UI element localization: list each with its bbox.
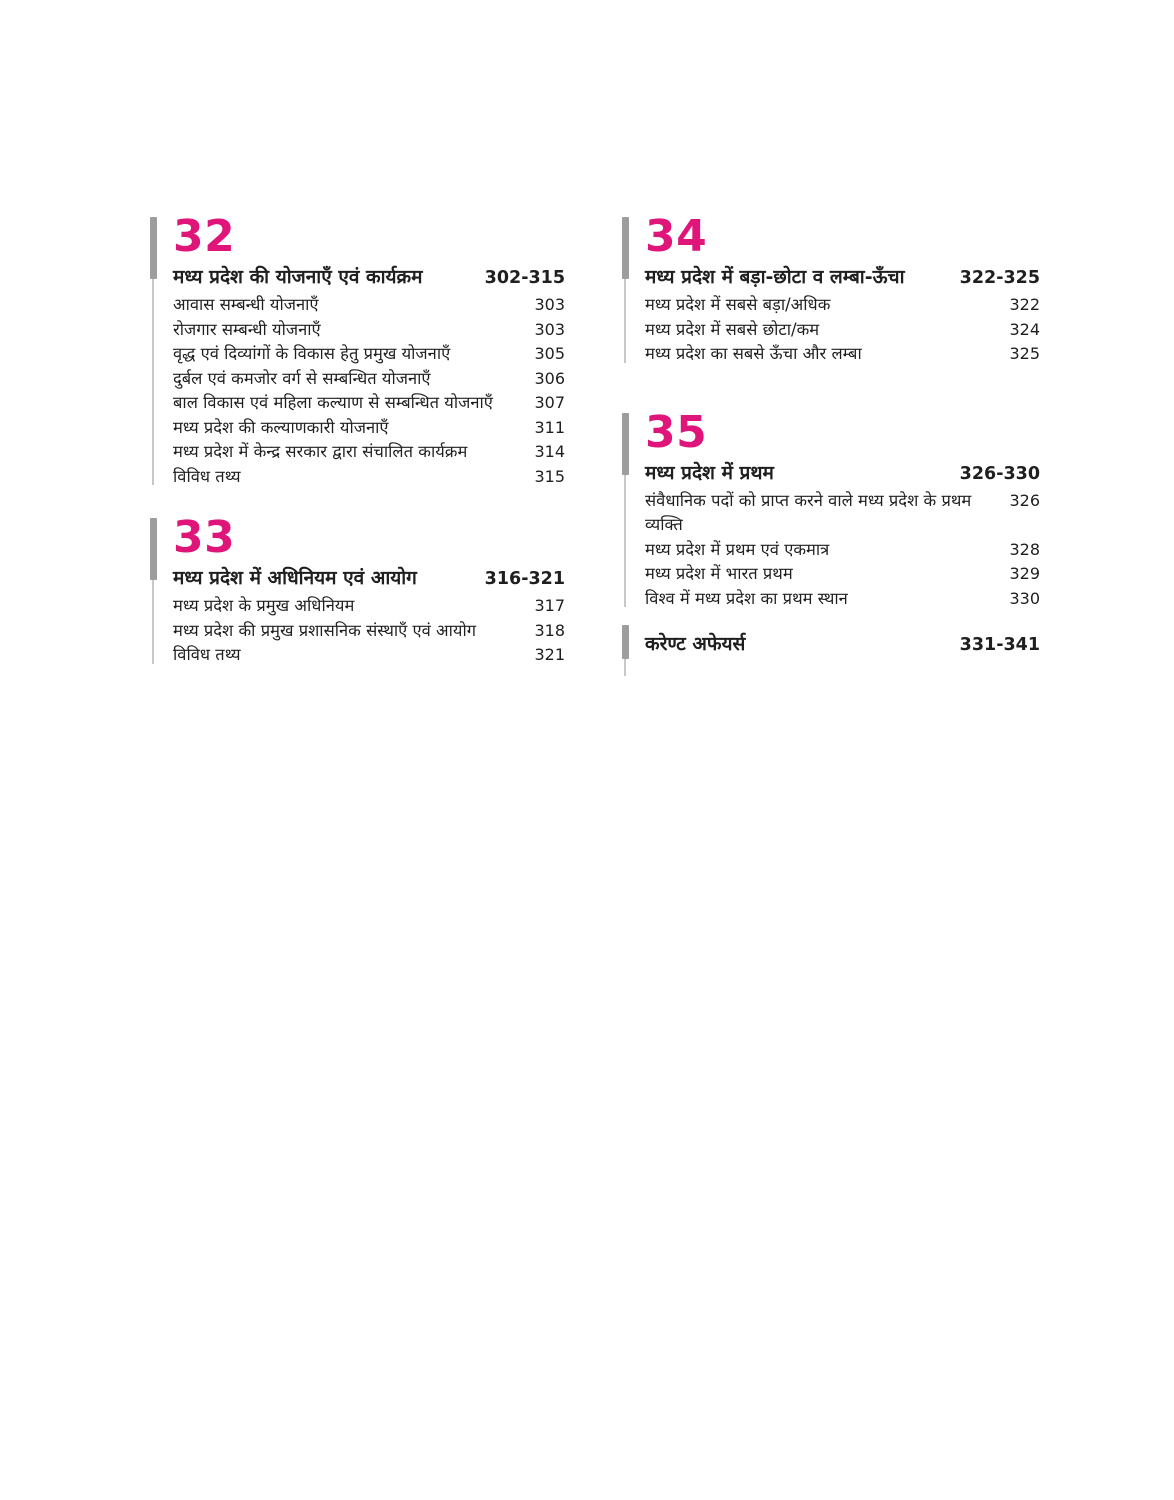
chapter-number: 34: [645, 211, 708, 262]
toc-item-label: आवास सम्बन्धी योजनाएँ: [173, 295, 319, 314]
section-title-row: [645, 629, 1040, 658]
right-column: [622, 211, 1040, 660]
section-page-range: 322-325: [959, 268, 1040, 288]
toc-item: [645, 587, 1040, 612]
toc-item: [173, 465, 565, 490]
toc-items: [173, 293, 565, 489]
section-accent-bar: [622, 625, 629, 658]
chapter-bar-thick: [622, 625, 629, 659]
toc-item: [173, 416, 565, 441]
toc-item-label: मध्य प्रदेश में सबसे बड़ा/अधिक: [645, 295, 831, 314]
section-page-range: 316-321: [484, 569, 565, 589]
toc-item: [645, 342, 1040, 367]
toc-item: [645, 318, 1040, 343]
section-title-row: [173, 565, 565, 592]
toc-item-label: मध्य प्रदेश का सबसे ऊँचा और लम्बा: [645, 344, 862, 363]
toc-item: [173, 367, 565, 392]
chapter-bar-thick: [150, 217, 157, 279]
toc-item-page: 303: [534, 295, 565, 314]
toc-item-page: 324: [1009, 319, 1040, 339]
toc-item-page: 315: [534, 466, 565, 486]
section-title-row: [645, 460, 1040, 487]
toc-item-page: 326: [1009, 490, 1040, 510]
toc-item-page: 328: [1009, 539, 1040, 559]
toc-item: [645, 489, 1040, 538]
toc-item-page: 321: [534, 645, 565, 664]
toc-item: [173, 643, 565, 668]
toc-item-page: 307: [534, 393, 565, 412]
section-title: मध्य प्रदेश की योजनाएँ एवं कार्यक्रम: [173, 266, 423, 288]
toc-item-page: 318: [534, 620, 565, 640]
toc-item-page: 317: [534, 596, 565, 615]
toc-item-label: मध्य प्रदेश के प्रमुख अधिनियम: [173, 596, 355, 615]
chapter-number: 32: [173, 211, 236, 262]
toc-item: [645, 538, 1040, 563]
toc-item-page: 325: [1009, 344, 1040, 363]
toc-section: [150, 211, 565, 489]
toc-item-label: विविध तथ्य: [173, 466, 241, 486]
toc-section: [622, 211, 1040, 367]
toc-item-label: रोजगार सम्बन्धी योजनाएँ: [173, 319, 321, 339]
section-title: मध्य प्रदेश में प्रथम: [645, 461, 774, 484]
section-title-row: [173, 264, 565, 291]
section-page-range: 302-315: [484, 268, 565, 288]
toc-items: [173, 594, 565, 668]
toc-item: [645, 562, 1040, 587]
chapter-bar-thick: [150, 518, 157, 580]
toc-item-page: 329: [1009, 564, 1040, 583]
toc-section: [622, 629, 1040, 658]
toc-items: [645, 293, 1040, 367]
chapter-bar-thick: [622, 413, 629, 475]
toc-item-label: विश्व में मध्य प्रदेश का प्रथम स्थान: [645, 588, 848, 608]
section-title: मध्य प्रदेश में बड़ा-छोटा व लम्बा-ऊँचा: [645, 266, 905, 288]
toc-item-label: मध्य प्रदेश में सबसे छोटा/कम: [645, 319, 820, 339]
toc-item-page: 303: [534, 319, 565, 339]
toc-item-page: 305: [534, 344, 565, 363]
toc-item-label: मध्य प्रदेश में केन्द्र सरकार द्वारा संचालित कार्यक्रम: [173, 442, 468, 461]
toc-section: [150, 512, 565, 668]
section-accent-bar: [622, 413, 629, 612]
toc-item: [645, 293, 1040, 318]
section-title-row: [645, 264, 1040, 291]
toc-item-label: मध्य प्रदेश में भारत प्रथम: [645, 564, 793, 583]
section-page-range: 331-341: [959, 635, 1040, 655]
toc-item: [173, 293, 565, 318]
toc-items: [645, 489, 1040, 612]
toc-item-label: वृद्ध एवं दिव्यांगों के विकास हेतु प्रमुख योजनाएँ: [173, 344, 451, 363]
toc-item-label: दुर्बल एवं कमजोर वर्ग से सम्बन्धित योजनाएँ: [173, 368, 431, 388]
section-accent-bar: [622, 217, 629, 367]
toc-item: [173, 440, 565, 465]
chapter-bar-thin: [152, 279, 154, 485]
chapter-bar-thin: [152, 580, 154, 664]
toc-item-label: संवैधानिक पदों को प्राप्त करने वाले मध्य प्रदेश के प्रथम व्यक्ति: [645, 490, 972, 534]
chapter-number: 35: [645, 406, 708, 458]
toc-section: [622, 406, 1040, 612]
toc-item-page: 322: [1009, 295, 1040, 314]
toc-item-page: 314: [534, 442, 565, 461]
toc-item-page: 330: [1009, 588, 1040, 608]
chapter-bar-thin: [624, 659, 626, 676]
toc-item-label: मध्य प्रदेश में प्रथम एवं एकमात्र: [645, 539, 830, 559]
toc-item: [173, 391, 565, 416]
section-title: करेण्ट अफेयर्स: [645, 633, 746, 655]
toc-item-label: मध्य प्रदेश की कल्याणकारी योजनाएँ: [173, 417, 389, 437]
section-title: मध्य प्रदेश में अधिनियम एवं आयोग: [173, 567, 417, 589]
chapter-bar-thin: [624, 279, 626, 363]
section-page-range: 326-330: [959, 463, 1040, 484]
toc-item: [173, 619, 565, 644]
toc-item-label: विविध तथ्य: [173, 645, 241, 664]
chapter-number: 33: [173, 512, 236, 563]
toc-item-page: 306: [534, 368, 565, 388]
section-accent-bar: [150, 518, 157, 668]
toc-item: [173, 342, 565, 367]
toc-item: [173, 594, 565, 619]
chapter-bar-thin: [624, 475, 626, 608]
section-accent-bar: [150, 217, 157, 489]
toc-item-page: 311: [534, 417, 565, 437]
toc-item-label: बाल विकास एवं महिला कल्याण से सम्बन्धित योजनाएँ: [173, 393, 493, 412]
chapter-bar-thick: [622, 217, 629, 279]
left-column: [150, 211, 565, 668]
toc-item-label: मध्य प्रदेश की प्रमुख प्रशासनिक संस्थाएँ एवं आयोग: [173, 620, 477, 640]
toc-item: [173, 318, 565, 343]
